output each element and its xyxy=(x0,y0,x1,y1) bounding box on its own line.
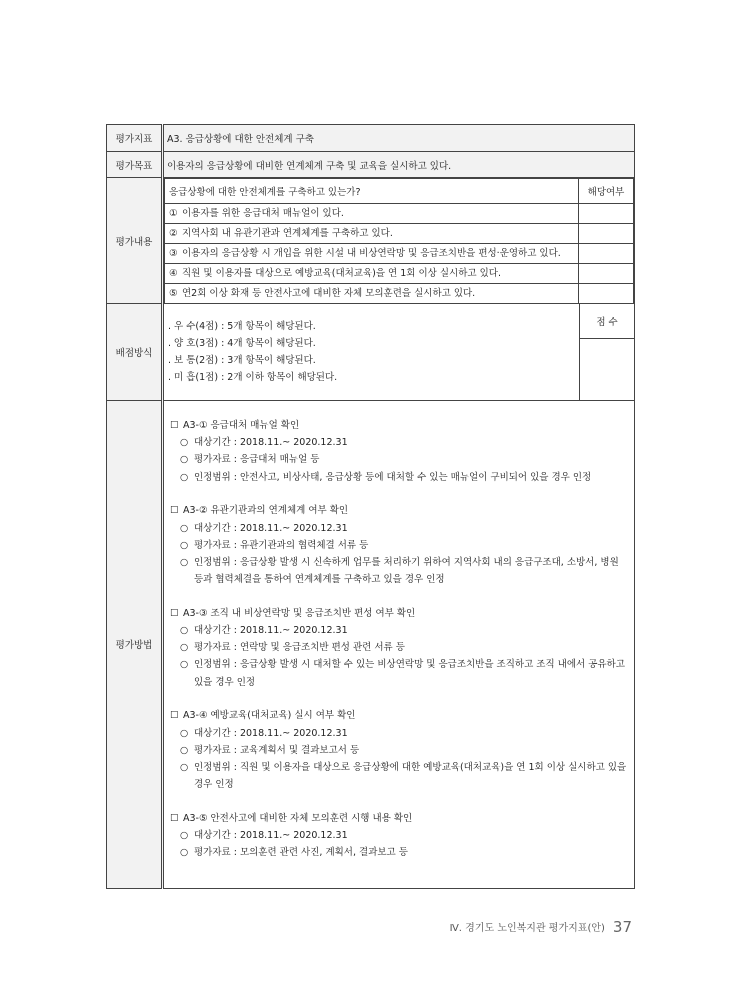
criterion-text: 직원 및 이용자를 대상으로 예방교육(대처교육)을 연 1회 이상 실시하고 있다. xyxy=(182,268,501,279)
applicable-cell[interactable] xyxy=(579,244,634,264)
method-section xyxy=(170,502,628,588)
method-title: A3-② 유관기관과의 연계체계 여부 확인 xyxy=(183,505,349,517)
method-item-text: 인정범위 : 응급상황 발생 시 신속하게 업무를 처리하기 위하여 지역사회 내의 응급구조대, 소방서, 병원 등과 협력체결을 통하여 연계체계를 구축하고 있을 경우 인정 xyxy=(194,556,619,586)
method-item-text: 대상기간 : 2018.11.~ 2020.12.31 xyxy=(194,727,348,739)
applicable-cell[interactable] xyxy=(579,224,634,244)
method-item xyxy=(170,656,628,690)
criterion-text: 이용자의 응급상황 시 개입을 위한 시설 내 비상연락망 및 응급조치반을 편성·운영하고 있다. xyxy=(182,248,561,259)
criteria-table xyxy=(164,178,634,303)
method-item xyxy=(170,759,628,793)
method-title: A3-③ 조직 내 비상연락망 및 응급조치반 편성 여부 확인 xyxy=(183,607,416,619)
checkbox-icon: ☐ xyxy=(170,607,179,619)
circle-bullet-icon: ○ xyxy=(180,744,189,756)
method-item-text: 평가자료 : 유관기관과의 협력체결 서류 등 xyxy=(194,539,369,551)
criterion-text: 이용자를 위한 응급대처 매뉴얼이 있다. xyxy=(182,208,344,219)
method-title: A3-① 응급대처 매뉴얼 확인 xyxy=(183,420,300,431)
score-header: 점 수 xyxy=(580,304,634,339)
score-blank xyxy=(580,339,634,400)
method-item xyxy=(170,827,628,844)
method-item xyxy=(170,554,628,588)
method-item xyxy=(170,469,628,486)
circle-bullet-icon: ○ xyxy=(180,642,189,654)
evaluation-table xyxy=(106,124,635,889)
criterion-number: ① xyxy=(169,208,178,219)
method-item-text: 인정범위 : 직원 및 이용자을 대상으로 응급상황에 대한 예방교육(대처교육)을 연 1회 이상 실시하고 있을 경우 인정 xyxy=(194,761,627,791)
page-footer xyxy=(0,918,632,936)
method-title: A3-⑤ 안전사고에 대비한 자체 모의훈련 시행 내용 확인 xyxy=(183,812,413,824)
method-item-text: 평가자료 : 모의훈련 관련 사진, 계획서, 결과보고 등 xyxy=(194,847,408,859)
method-section xyxy=(170,707,628,793)
circle-bullet-icon: ○ xyxy=(180,556,189,568)
criterion-row xyxy=(165,284,634,304)
method-section xyxy=(170,810,628,862)
circle-bullet-icon: ○ xyxy=(180,847,189,859)
criterion-row xyxy=(165,224,634,244)
method-item xyxy=(170,451,628,468)
scoring-item: . 미 흡(1점) : 2개 이하 항목이 해당된다. xyxy=(168,372,338,383)
method-item-text: 대상기간 : 2018.11.~ 2020.12.31 xyxy=(194,830,348,842)
applicable-cell[interactable] xyxy=(579,204,634,224)
scoring-list xyxy=(164,304,579,400)
scoring-item: . 양 호(3점) : 4개 항목이 해당된다. xyxy=(168,338,316,349)
method-item-text: 대상기간 : 2018.11.~ 2020.12.31 xyxy=(194,522,348,534)
criterion-number: ③ xyxy=(169,248,178,259)
method-item-text: 평가자료 : 교육계획서 및 결과보고서 등 xyxy=(194,744,360,756)
method-row xyxy=(107,401,635,889)
content-row xyxy=(107,178,635,304)
footer-title: Ⅳ. 경기도 노인복지관 평가지표(안) xyxy=(449,923,605,934)
circle-bullet-icon: ○ xyxy=(180,659,189,671)
method-item xyxy=(170,725,628,742)
circle-bullet-icon: ○ xyxy=(180,522,189,534)
method-section xyxy=(170,605,628,691)
criterion-text: 지역사회 내 유관기관과 연계체계를 구축하고 있다. xyxy=(182,228,393,239)
scoring-label: 배점방식 xyxy=(107,304,163,401)
checkbox-icon: ☐ xyxy=(170,812,179,824)
circle-bullet-icon: ○ xyxy=(180,454,189,466)
method-item xyxy=(170,520,628,537)
method-section xyxy=(170,417,628,486)
checkbox-icon: ☐ xyxy=(170,505,179,517)
method-item xyxy=(170,434,628,451)
criterion-number: ⑤ xyxy=(169,288,178,299)
method-item xyxy=(170,844,628,861)
method-content xyxy=(163,401,635,889)
score-box xyxy=(579,304,634,400)
criterion-row xyxy=(165,264,634,284)
method-item xyxy=(170,537,628,554)
method-item-text: 대상기간 : 2018.11.~ 2020.12.31 xyxy=(194,437,348,449)
scoring-item: . 보 통(2점) : 3개 항목이 해당된다. xyxy=(168,355,316,366)
method-title: A3-④ 예방교육(대처교육) 실시 여부 확인 xyxy=(183,710,356,722)
criterion-row xyxy=(165,244,634,264)
checkbox-icon: ☐ xyxy=(170,710,179,722)
scoring-row xyxy=(107,304,635,401)
applicable-cell[interactable] xyxy=(579,284,634,304)
method-item xyxy=(170,622,628,639)
content-label: 평가내용 xyxy=(107,178,163,304)
circle-bullet-icon: ○ xyxy=(180,830,189,842)
circle-bullet-icon: ○ xyxy=(180,727,189,739)
indicator-row xyxy=(107,125,635,152)
criterion-number: ④ xyxy=(169,268,178,279)
circle-bullet-icon: ○ xyxy=(180,437,189,449)
objective-value: 이용자의 응급상황에 대비한 연계체계 구축 및 교육을 실시하고 있다. xyxy=(163,152,635,178)
method-item-text: 인정범위 : 안전사고, 비상사태, 응급상황 등에 대처할 수 있는 매뉴얼이 구비되어 있을 경우 인정 xyxy=(194,471,592,483)
method-item-text: 평가자료 : 응급대처 매뉴얼 등 xyxy=(194,454,320,466)
circle-bullet-icon: ○ xyxy=(180,625,189,637)
circle-bullet-icon: ○ xyxy=(180,471,189,483)
indicator-value: A3. 응급상황에 대한 안전체계 구축 xyxy=(163,125,635,152)
criterion-text: 연2회 이상 화재 등 안전사고에 대비한 자체 모의훈련을 실시하고 있다. xyxy=(182,288,476,299)
scoring-item: . 우 수(4점) : 5개 항목이 해당된다. xyxy=(168,321,316,332)
page-number: 37 xyxy=(612,918,632,936)
method-label: 평가방법 xyxy=(107,401,163,889)
criterion-row xyxy=(165,204,634,224)
applicable-header: 해당여부 xyxy=(579,179,634,204)
criterion-number: ② xyxy=(169,228,178,239)
objective-label: 평가목표 xyxy=(107,152,163,178)
method-item-text: 대상기간 : 2018.11.~ 2020.12.31 xyxy=(194,625,348,637)
method-item-text: 평가자료 : 연락망 및 응급조치반 편성 관련 서류 등 xyxy=(194,642,405,654)
circle-bullet-icon: ○ xyxy=(180,761,189,773)
objective-row xyxy=(107,152,635,178)
applicable-cell[interactable] xyxy=(579,264,634,284)
circle-bullet-icon: ○ xyxy=(180,539,189,551)
checkbox-icon: ☐ xyxy=(170,420,179,431)
method-item-text: 인정범위 : 응급상황 발생 시 대처할 수 있는 비상연락망 및 응급조치반을 조직하고 조직 내에서 공유하고 있을 경우 인정 xyxy=(194,659,625,688)
method-item xyxy=(170,742,628,759)
method-item xyxy=(170,639,628,656)
indicator-label: 평가지표 xyxy=(107,125,163,152)
content-question: 응급상황에 대한 안전체계를 구축하고 있는가? xyxy=(165,179,579,204)
